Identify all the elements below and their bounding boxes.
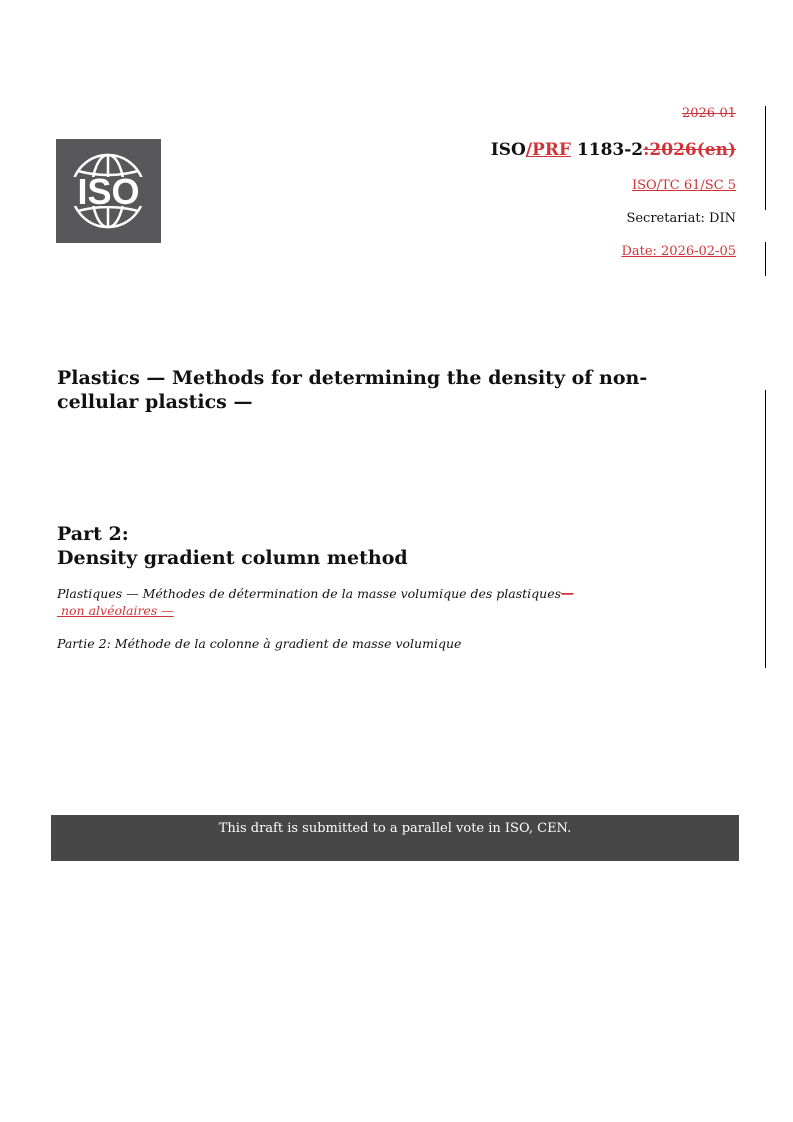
draft-date: Date: 2026-02-05 (621, 244, 736, 259)
document-title: Plastics — Methods for determining the density of non-cellular plastics — (57, 367, 648, 413)
secretariat: Secretariat: DIN (626, 211, 736, 226)
iso-logo (56, 139, 161, 243)
change-bar (765, 390, 766, 668)
french-title: Plastiques — Méthodes de détermination de la masse volumique des plastiques— (57, 586, 574, 601)
parallel-vote-banner: This draft is submitted to a parallel vote in ISO, CEN. (51, 815, 739, 861)
french-title-continued: non alvéolaires — (57, 603, 174, 618)
committee: ISO/TC 61/SC 5 (631, 178, 736, 193)
document-number: ISO/PRF 1183-2:2026(en) (490, 140, 736, 160)
french-part-title: Partie 2: Méthode de la colonne à gradient de masse volumique (57, 636, 462, 651)
change-bar (765, 242, 766, 276)
change-bar (765, 106, 766, 210)
svg-text:ISO: ISO (77, 171, 140, 212)
old-date: 2026-01 (681, 106, 736, 121)
part-heading: Part 2: Density gradient column method (57, 523, 408, 569)
globe-icon (56, 139, 161, 243)
